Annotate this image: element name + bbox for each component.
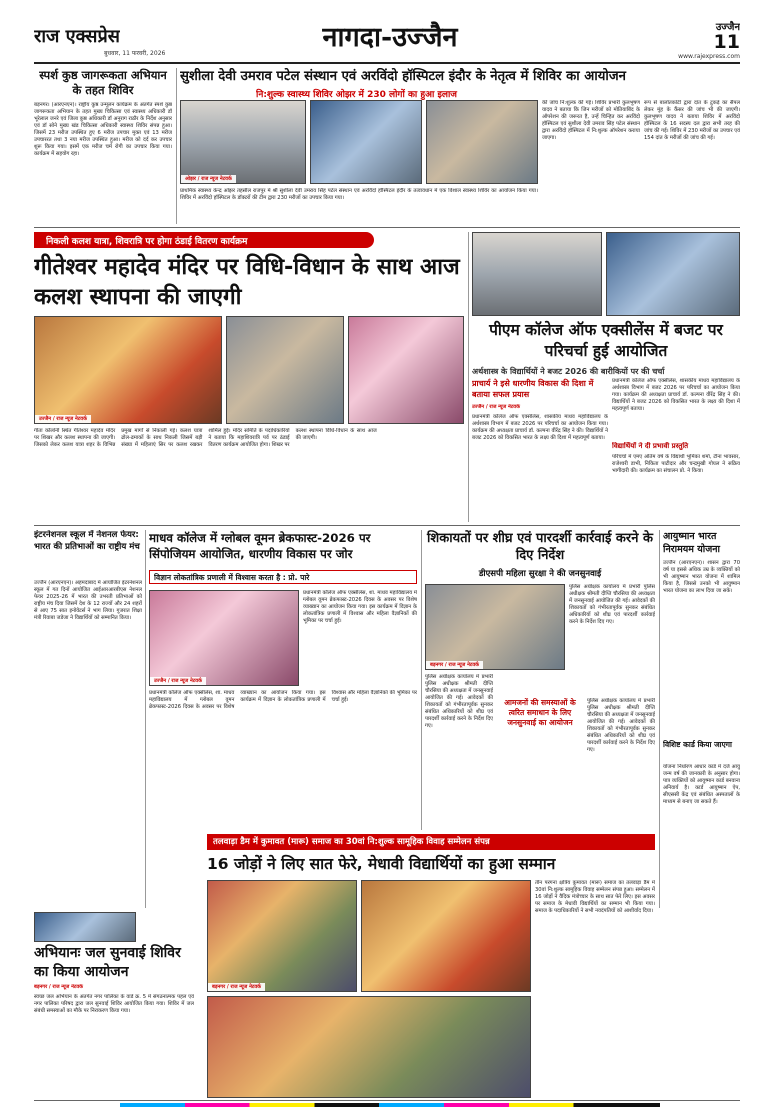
photo-hearing [425, 584, 565, 670]
body-text: तीन परगना क्षत्रिय कुमावत (मारू) समाज का तलवाड़ा डैम में 30वां नि:शुल्क सामूहिक विवाह सम्मेलन संपन्न हुआ। सम्मेलन में 16 जोड़ों ने वैदिक मंत्रोच्चार के साथ सात फेरे लिए। इस अवसर पर समाज के मेधावी विद्यार्थियों का सम्मान भी किया गया। समाज के पदाधिकारियों ने सभी नवदंपतियों को आशीर्वाद दिया। [535, 880, 655, 914]
photo-caption: बड़नगर / राज न्यूज नेटवर्क [34, 984, 84, 990]
kicker-bar [34, 232, 374, 248]
subtitle-box [149, 570, 417, 584]
photo-budget-1 [472, 232, 602, 316]
section-rule [34, 227, 740, 228]
body-text: पुलिस अधीक्षक कार्यालय में प्रभारी पुलिस अधीक्षक श्रीमती दीप्ति चौरसिया की अध्यक्षता में जनसुनवाई आयोजित की गई। आवेदकों की शिकायतों को गंभीरतापूर्वक सुनकर संबंधित अधिकारियों को शीघ्र एवं पारदर्शी कार्रवाई करने के निर्देश दिए गए। [569, 584, 655, 625]
headline: 16 जोड़ों ने लिए सात फेरे, मेधावी विद्यार्थियों का हुआ सम्मान [207, 855, 556, 873]
subhead: विद्यार्थियों ने दी प्रभावी प्रस्तुति [612, 442, 689, 450]
body-text-b: प्रधानमंत्री कॉलेज ऑफ एक्सीलेंस, शासकीय माधव महाविद्यालय के अर्थशास्त्र विभाग में बजट 2026 पर परिचर्चा का आयोजन किया गया। कार्यक्रम की अध्यक्षता प्राचार्य डॉ. कल्पना वीरेंद्र सिंह ने की। विद्यार्थियों ने बजट 2026 को विकसित भारत के लक्ष्य की दिशा में महत्वपूर्ण बताया। [612, 378, 740, 412]
pull-quote: आमजनों की समस्याओं के त्वरित समाधान के लिए जनसुनवाई का आयोजन [504, 698, 576, 727]
subtitle: विज्ञान लोकतांत्रिक प्रणाली में विश्वास करता है : प्रो. पारे [154, 573, 310, 582]
article-symposium [149, 530, 417, 830]
masthead-rule [34, 62, 740, 64]
article-water [34, 912, 194, 1100]
banner-kicker: तलवाड़ा डैम में कुमावत (मारू) समाज का 30वां नि:शुल्क सामूहिक विवाह सम्मेलन संपन्न [213, 837, 490, 847]
photo-camp-1 [180, 100, 306, 184]
article-health-camp [180, 68, 740, 224]
headline: माधव कॉलेज में ग्लोबल वूमन ब्रेकफास्ट-2026 पर सिंपोजियम आयोजित, धारणीय विकास पर जोर [149, 531, 371, 561]
website: www.rajexpress.com [678, 53, 740, 60]
photo-caption: ओझर / राज न्यूज नेटवर्क [181, 175, 236, 183]
body-text-c: पुलिस अधीक्षक कार्यालय में प्रभारी पुलिस अधीक्षक श्रीमती दीप्ति चौरसिया की अध्यक्षता में जनसुनवाई आयोजित की गई। आवेदकों की शिकायतों को गंभीरतापूर्वक सुनकर संबंधित अधिकारियों को शीघ्र एवं पारदर्शी कार्रवाई करने के निर्देश दिए गए। [587, 698, 655, 753]
headline: अभियानः जल सुनवाई शिविर का किया आयोजन [34, 945, 181, 980]
body-text: गीता कॉलोनी स्थित गीतेश्वर महादेव मंदिर पर शिखर और कलश स्थापना की जाएगी। जिसको लेकर कलश यात्रा शहर के विभिन्न प्रमुख मार्गों से निकाली गई। कलश यात्रा ढोल-ढमाकों के साथ निकली जिसमें बड़ी संख्या में महिलाएं सिर पर कलश रखकर शामिल हुईं। मंदिर समिति के पदाधिकारियों ने बताया कि महाशिवरात्रि पर्व पर ठंडाई वितरण कार्यक्रम आयोजित होगा। शिखर पर कलश स्थापना विधि-विधान के साथ आज की जाएगी। [34, 428, 377, 448]
paper-name: राज एक्सप्रेस [34, 26, 120, 47]
article-leprosy [34, 68, 172, 224]
subtitle: डीएसपी महिला सुरक्षा ने की जनसुनवाई [478, 569, 602, 579]
col-divider [145, 530, 146, 908]
photo-camp-3 [426, 100, 538, 184]
article-wedding [149, 834, 655, 1100]
headline: शिकायतों पर शीघ्र एवं पारदर्शी कार्रवाई करने के दिए निर्देश [427, 531, 653, 563]
photo-caption-bar: उज्जैन / राज न्यूज नेटवर्क [472, 404, 520, 410]
subhead-body: परिचर्चा में एमए अंतिम वर्ष के विद्यार्थी भूमिका शर्मा, टीना भावसार, राजेश्वरी डाभी, निकिता पाटीदार और चन्द्रमुखी गोयल ने सक्रिय भागीदारी की। कार्यक्रम का संचालन प्रो. ने किया। [612, 454, 740, 474]
body-text: प्रधानमंत्री कॉलेज ऑफ एक्सीलेंस, शासकीय माधव महाविद्यालय के अर्थशास्त्र विभाग में बजट 2026 पर परिचर्चा का आयोजन किया गया। कार्यक्रम की अध्यक्षता प्राचार्य डॉ. कल्पना वीरेंद्र सिंह ने की। विद्यार्थियों ने बजट 2026 को विकसित भारत के लक्ष्य की दिशा में महत्वपूर्ण बताया। [472, 414, 608, 441]
subhead-body: योजना निर्धारण आधार कार्ड में दर्ज आयु जन्म वर्ष की जानकारी के अनुसार होगा। पात्र व्यक्तियों को आयुष्मान कार्ड बनवाना अनिवार्य है। कार्ड आयुष्मान ऐप, सीएससी केंद्र एवं संबंधित अस्पतालों के माध्यम से बनाए जा सकते हैं। [663, 764, 740, 805]
article-ayushman [663, 530, 740, 1100]
headline: सुशीला देवी उमराव पटेल संस्थान एवं अरविंदो हॉस्पिटल इंदौर के नेतृत्व में शिविर का आयोजन [180, 69, 626, 84]
footer-rule [34, 1100, 740, 1101]
kicker-text: निकली कलश यात्रा, शिवरात्रि पर होगा ठंडाई वितरण कार्यक्रम [46, 237, 248, 247]
article-school [34, 530, 142, 908]
body-text-c: रूप से बालोतकोटी द्वारा दांत के टुकड़े का सैंपल लेकर मुंह के कैंसर की जांच भी की जाएगी। कुलभूषण यादव ने बताया शिविर में अरविंदो हॉस्पिटल के 16 सदस्य दल द्वारा सभी तरह की जांच की गई। शिविर में 230 मरीजों का उपचार एवं 154 दांत के मरीजों की जांच की गई। [644, 100, 740, 141]
deck: अर्थशास्त्र के विद्यार्थियों ने बजट 2026 की बारीकियों पर की चर्चा [472, 367, 665, 376]
page-number: 11 [713, 31, 740, 53]
date-line: बुधवार, 11 फरवरी, 2026 [104, 50, 166, 57]
photo-temple-1 [34, 316, 222, 424]
col-divider [659, 530, 660, 908]
body-text-b: प्रधानमंत्री कॉलेज ऑफ एक्सीलेंस, शा. माधव महाविद्यालय में ग्लोबल वूमन ब्रेकफास्ट-2026 दिवस के अवसर पर विशेष व्याख्यान का आयोजन किया गया। इस कार्यक्रम में विज्ञान के लोकतांत्रिक प्रणाली में विश्वास और महिला वैज्ञानिकों की भूमिका पर चर्चा हुई। [149, 690, 417, 710]
photo-budget-2 [606, 232, 740, 316]
photo-wedding-1 [207, 880, 357, 992]
section-title: नागदा-उज्जैन [322, 22, 458, 53]
masthead [0, 0, 778, 64]
headline: गीतेश्वर महादेव मंदिर पर विधि-विधान के साथ आज कलश स्थापना की जाएगी [34, 254, 460, 310]
photo-caption: बड़नगर / राज न्यूज नेटवर्क [208, 983, 265, 991]
photo-temple-3 [348, 316, 464, 424]
body-text: स्वच्छ जल अभियान के अंतर्गत नगर पालिका के वार्ड क्र. 5 में संगठनात्मक पहल एवं नगर पालिका परिषद द्वारा जल सुनवाई शिविर आयोजित किया गया। शिविर में जल संबंधी समस्याओं का मौके पर निराकरण किया गया। [34, 994, 194, 1014]
article-budget [472, 232, 740, 522]
headline: इंटरनेशनल स्कूल में नेशनल फेयर: भारत की प्रतिभाओं का राष्ट्रीय मंच [34, 530, 140, 552]
photo-caption: उज्जैन / राज न्यूज नेटवर्क [150, 677, 206, 685]
photo-camp-2 [310, 100, 422, 184]
col-divider [421, 530, 422, 830]
body-text-b: की जांच नि:शुल्क की गई। शिविर प्रभारी कुलभूषण यादव ने बताया कि जिन मरीजों को मोतियाबिंद के ऑपरेशन की जरूरत है, उन्हें चिन्हित कर अरविंदो हॉस्पिटल एवं सुशीला देवी उमराव सिंह पटेल संस्थान द्वारा अरविंदो हॉस्पिटल में नि:शुल्क ऑपरेशन कराया जाएगा। [542, 100, 640, 141]
body-text-a: प्राथमिक स्वास्थ्य केन्द्र ओझर तहसील राजपुर में श्री सुशीला देवी उमराव सिंह पटेल संस्थान एवं अरविंदो हॉस्पिटल इंदौर के तत्वावधान में एक विशाल स्वास्थ्य शिविर का आयोजन किया गया। शिविर में अरविंदो हॉस्पिटल के डॉक्टरों की टीम द्वारा 230 मरीजों का उपचार किया गया। [180, 188, 538, 201]
body-text-b: पुलिस अधीक्षक कार्यालय में प्रभारी पुलिस अधीक्षक श्रीमती दीप्ति चौरसिया की अध्यक्षता में जनसुनवाई आयोजित की गई। आवेदकों की शिकायतों को गंभीरतापूर्वक सुनकर संबंधित अधिकारियों को शीघ्र एवं पारदर्शी कार्रवाई करने के निर्देश दिए गए। [425, 674, 493, 729]
body-text: उज्जैन (आरएनएन)। अहमदाबाद में आयोजित इंटरनेशनल स्कूल में गत दिनों आयोजित आईआरआरबीएस नेशनल फेयर 2025-26 में भारत की उभरती प्रतिभाओं को राष्ट्रीय मंच दिया जिसमें देश के 12 राज्यों और 24 शहरों से आए 75 सात इनोवेटर्स ने भाग लिया। गुजरात शिक्षा मंत्री रिवाबा जडेजा ने विद्यार्थियों को सम्मानित किया। [34, 580, 142, 621]
headline: आयुष्मान भारत निरामयम योजना [663, 531, 721, 555]
article-temple [34, 232, 464, 522]
body-text: उज्जैन (आरएनएन)। शासन द्वारा 70 वर्ष या इससे अधिक उम्र के व्यक्तियों को भी आयुष्मान भारत योजना में शामिल किया है, जिससे उनको भी आयुष्मान भारत योजना का लाभ दिया जा सके। [663, 560, 740, 594]
body-text: बड़नगर। (आरएनएन)। राष्ट्रीय कुष्ठ उन्मूलन कार्यक्रम के अंतर्गत स्पर्श कुष्ठ जागरूकता अभियान के तहत मुख्य चिकित्सा एवं स्वास्थ्य अधिकारी डॉ भूरेलाल जनरे एवं जिला कुष्ठ अधिकारी डॉ अनुराग राठौर के निर्देश अनुसार एवं डॉ सोने मुख्य खंड चिकित्सा अधिकारी स्वास्थ्य शिविर संपन्न हुआ। जिसमें 23 मरीज उपस्थित हुए 6 मरीज उपचार मुक्त एवं 13 मरीज उपचाररत तथा 3 नया मरीज उपस्थित हुआ। मरीज को दर्द कर उपचार शुरू किया गया। इसमें एक मरीज चर्म रोगी का उपचार किया गया। कार्यक्रम में सहयोग रहा। [34, 102, 172, 157]
pull-quote: प्राचार्य ने इसे धारणीय विकास की दिशा में बताया सफल प्रयास [472, 379, 594, 399]
photo-symposium [149, 590, 299, 686]
banner [207, 834, 655, 850]
headline: पीएम कॉलेज ऑफ एक्सीलेंस में बजट पर परिचर्चा हुई आयोजित [489, 321, 723, 360]
col-divider [468, 232, 469, 522]
section-rule [34, 525, 740, 526]
photo-water [34, 912, 136, 942]
photo-wedding-3 [207, 996, 531, 1098]
headline: स्पर्श कुष्ठ जागरूकता अभियान के तहत शिविर [39, 68, 167, 97]
article-hearing [425, 530, 655, 830]
photo-temple-2 [226, 316, 344, 424]
photo-caption: बड़नगर / राज न्यूज नेटवर्क [426, 661, 483, 669]
registration-marks [120, 1103, 660, 1107]
subtitle: नि:शुल्क स्वास्थ्य शिविर ओझर में 230 लोगों का हुआ इलाज [256, 90, 457, 100]
col-divider [176, 68, 177, 224]
photo-caption: उज्जैन / राज न्यूज नेटवर्क [35, 415, 91, 423]
city-label: उज्जैन [715, 22, 740, 33]
body-text: प्रधानमंत्री कॉलेज ऑफ एक्सीलेंस, शा. माधव महाविद्यालय में ग्लोबल वूमन ब्रेकफास्ट-2026 दिवस के अवसर पर विशेष व्याख्यान का आयोजन किया गया। इस कार्यक्रम में विज्ञान के लोकतांत्रिक प्रणाली में विश्वास और महिला वैज्ञानिकों की भूमिका पर चर्चा हुई। [303, 590, 417, 624]
photo-wedding-2 [361, 880, 531, 992]
subhead: विशिष्ट कार्ड किया जाएगा [663, 740, 732, 749]
